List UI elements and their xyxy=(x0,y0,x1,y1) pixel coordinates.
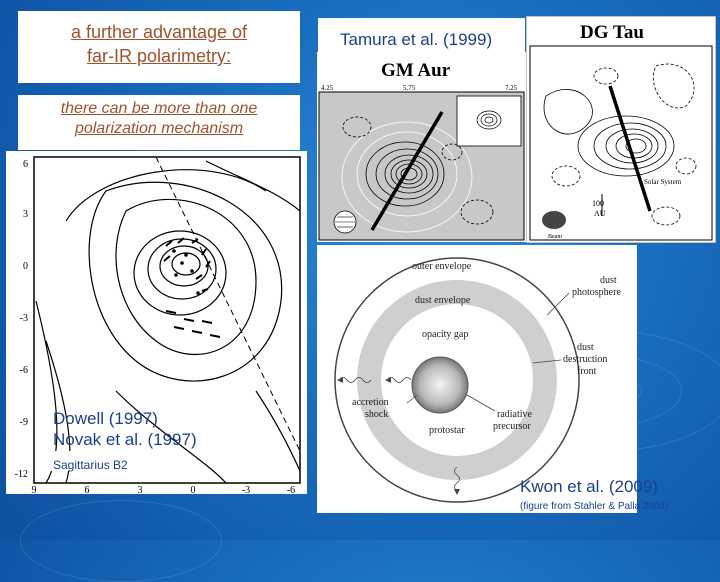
solar-system-label: Solar System xyxy=(644,178,682,186)
subtitle-line: polarization mechanism xyxy=(74,120,244,137)
y-tick-label: -9 xyxy=(19,417,28,428)
figure-source-note: (figure from Stahler & Palla 2004) xyxy=(520,501,669,512)
x-tick-label: 6 xyxy=(84,485,90,494)
y-tick-label: -12 xyxy=(14,469,28,480)
y-tick-label: 0 xyxy=(23,261,28,272)
kwon-credit: Kwon et al. (2009) xyxy=(520,477,658,496)
background-ripple xyxy=(20,500,222,582)
gm-aur-map xyxy=(317,52,527,242)
dust-destruction-label: destruction xyxy=(563,354,608,365)
subtitle-line: there can be more than one xyxy=(60,100,258,117)
title-line: a further advantage of xyxy=(70,22,248,42)
accretion-shock-label: accretion xyxy=(352,397,389,408)
y-tick-label: -6 xyxy=(19,365,28,376)
slide-subtitle xyxy=(18,95,300,150)
opacity-gap-label: opacity gap xyxy=(422,329,469,340)
gm-aur-top-tick: 4.25 xyxy=(321,84,334,92)
protostar-label: protostar xyxy=(429,425,465,436)
gm-aur-top-tick: 5.75 xyxy=(403,84,416,92)
x-tick-label: 0 xyxy=(190,485,196,494)
y-tick-label: -3 xyxy=(19,313,28,324)
scale-bar-label: 100 xyxy=(592,199,604,208)
beam-label: Beam xyxy=(548,234,562,240)
y-tick-label: 6 xyxy=(23,159,28,170)
x-tick-label: 9 xyxy=(31,485,37,494)
dust-photosphere-label: dust xyxy=(600,275,617,286)
gm-aur-object-label: GM Aur xyxy=(381,60,451,81)
y-tick-label: 3 xyxy=(23,209,28,220)
x-tick-label: -6 xyxy=(286,485,296,494)
tamura-caption: Tamura et al. (1999) xyxy=(340,30,493,49)
protostar-structure-diagram xyxy=(317,245,637,513)
title-line: far-IR polarimetry: xyxy=(86,46,232,66)
scale-bar-label: AU xyxy=(594,209,606,218)
dg-tau-map xyxy=(526,16,716,243)
accretion-shock-label: shock xyxy=(365,409,389,420)
sgr-b2-source-name: Sagittarius B2 xyxy=(53,458,128,472)
sgr-b2-credit xyxy=(53,408,197,450)
credit-line: Novak et al. (1997) xyxy=(53,430,197,449)
credit-line: Dowell (1997) xyxy=(53,409,158,428)
outer-envelope-label: outer envelope xyxy=(412,261,472,272)
x-tick-label: 3 xyxy=(137,485,143,494)
x-tick-label: -3 xyxy=(241,485,251,494)
gm-aur-top-tick: 7.25 xyxy=(505,84,518,92)
slide-title xyxy=(18,11,300,83)
dg-tau-object-label: DG Tau xyxy=(580,22,644,43)
radiative-precursor-label: precursor xyxy=(493,421,531,432)
dust-destruction-label: dust xyxy=(577,342,594,353)
dust-destruction-label: front xyxy=(577,366,597,377)
radiative-precursor-label: radiative xyxy=(497,409,532,420)
dust-photosphere-label: photosphere xyxy=(572,287,621,298)
dust-envelope-label: dust envelope xyxy=(415,295,471,306)
